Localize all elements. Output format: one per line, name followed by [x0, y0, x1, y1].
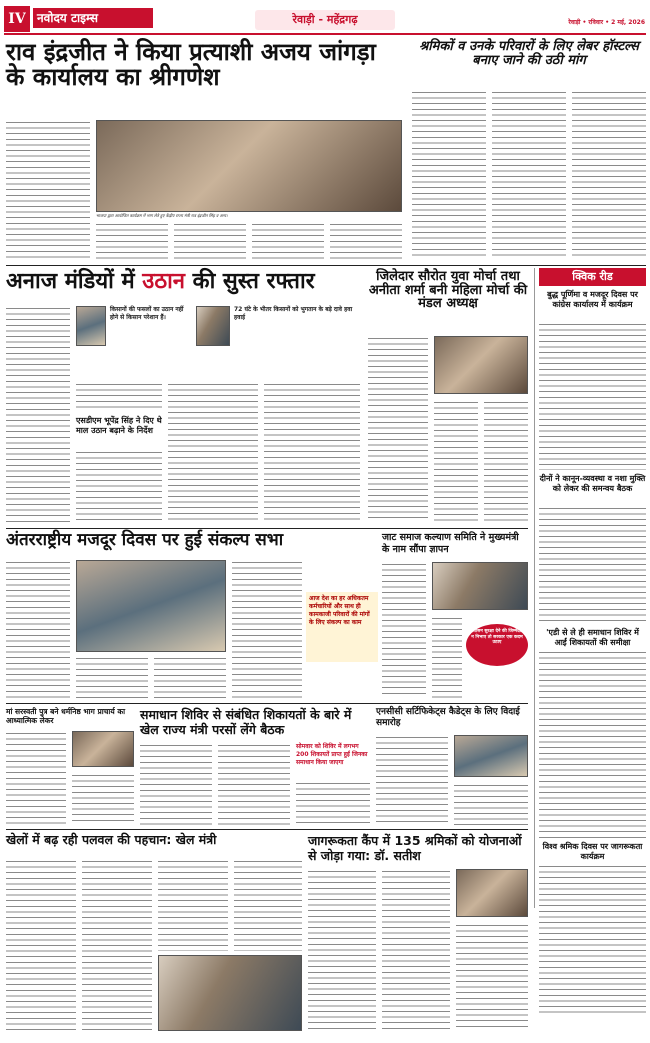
ncc-headline: एनसीसी सर्टिफिकेट्स कैडेट्स के लिए विदाई समारोह: [376, 707, 520, 728]
sports-story: [6, 833, 302, 1033]
quick-item-4-body: [539, 864, 646, 1014]
camp-body-col3: [456, 923, 528, 1031]
quick-item-2-body: [539, 506, 646, 624]
brief-body: [6, 731, 66, 825]
lead-photo: [96, 120, 402, 212]
page-number: IV: [4, 6, 30, 32]
samadhan-body-col3: [296, 781, 370, 825]
lead-body-col4: [252, 222, 324, 260]
quick-item-1-body: [539, 322, 646, 470]
samadhan-story: [140, 707, 370, 825]
mandi-body-col5: [264, 382, 360, 522]
mahila-body-col1: [368, 336, 428, 522]
mahila-body-col3: [484, 400, 528, 522]
brief-photo: [72, 731, 134, 767]
samadhan-body-col1: [140, 743, 212, 825]
labour-day-photo: [76, 560, 226, 652]
memo-story: [382, 532, 528, 700]
labour-day-body-col4: [232, 560, 302, 698]
mandi-headline-post: की सुस्त रफ्तार: [185, 269, 315, 294]
mandi-photo-1: [76, 306, 106, 346]
lead-headline: राव इंद्रजीत ने किया प्रत्याशी अजय जांगड़ा के कार्यालय का श्रीगणेश: [6, 38, 376, 92]
labour-day-body-col2: [76, 656, 148, 698]
brief-story: [6, 707, 134, 825]
hostel-body-col3: [572, 90, 646, 258]
mandi-body-col3: [76, 450, 162, 522]
divider-3: [6, 703, 528, 704]
quick-item-4-title: विश्व श्रमिक दिवस पर जागरूकता कार्यक्रम: [542, 842, 643, 861]
divider-1: [6, 265, 646, 266]
ncc-body-col1: [376, 735, 448, 825]
ncc-photo: [454, 735, 528, 777]
camp-body-col2: [382, 869, 450, 1031]
mandi-story: [6, 270, 362, 525]
hostel-body-col2: [492, 90, 566, 258]
sports-body-col3: [158, 859, 228, 951]
sports-body-col2: [82, 859, 152, 1031]
camp-story: [308, 833, 528, 1033]
memo-body-col2: [432, 616, 462, 698]
mandi-photo-2: [196, 306, 230, 346]
issue-date: रेवाड़ी • रविवार • 2 मई, 2026: [568, 19, 645, 26]
lead-body-col2: [96, 222, 168, 260]
masthead-rule: [4, 33, 646, 35]
ncc-story: [376, 707, 528, 825]
mandi-body-col2: [76, 382, 162, 412]
samadhan-body-col2: [218, 743, 290, 825]
labour-day-body-col3: [154, 656, 226, 698]
hostel-headline: श्रमिकों व उनके परिवारों के लिए लेबर हॉस्टल्स बनाए जाने की उठी मांग: [419, 39, 639, 68]
memo-photo: [432, 562, 528, 610]
lead-body-col3: [174, 222, 246, 260]
labour-day-body-col1: [6, 560, 70, 698]
sports-headline: खेलों में बढ़ रही पलवल की पहचान: खेल मंत्री: [6, 832, 217, 847]
quick-item-1-title: बुद्ध पूर्णिमा व मजदूर दिवस पर कांग्रेस कार्यालय में कार्यक्रम: [547, 290, 638, 309]
camp-headline: जागरूकता कैंप में 135 श्रमिकों को योजनाओं से जोड़ा गया: डॉ. सतीश: [308, 833, 522, 863]
camp-body-col1: [308, 869, 376, 1031]
mahila-body-col2: [434, 400, 478, 522]
brief-headline: मां सरस्वती पुत्र बने धर्मनिष्ठ भाग प्राचार्य का आध्यात्मिक लेकर: [6, 707, 126, 725]
paper-name: नवोदय टाइम्स: [33, 8, 153, 28]
quick-item-2-title: दीनों ने कानून-व्यवस्था व नशा मुक्ति को लेकर की समन्वय बैठक: [539, 474, 646, 493]
mahila-story: [368, 270, 528, 525]
mahila-headline: जिलेदार सौरोत युवा मोर्चा तथा अनीता शर्मा बनी महिला मोर्चा की मंडल अध्यक्ष: [368, 269, 528, 312]
brief-body-2: [72, 773, 134, 825]
section-title: रेवाड़ी - महेंद्रगढ़: [255, 10, 395, 30]
samadhan-red-note: सोमवार को शिविर में लगभग 200 शिकायतें प्राप्त हुईं जिनका समाधान किया जाएगा: [296, 743, 368, 766]
hostel-story: [412, 40, 646, 260]
hostel-body-col1: [412, 90, 486, 258]
lead-story: [6, 40, 406, 260]
memo-badge: प्रशासन सुरक्षा देने की जिम्मेदारी न निभाए तो सरकार एक कदम उठाए: [466, 624, 528, 666]
memo-body-col1: [382, 562, 426, 698]
quick-item-3-title: 'एडी से ले ही समाधान शिविर में आईं शिकायतों की समीक्षा: [546, 628, 639, 647]
quick-read-sidebar: [534, 268, 646, 908]
mandi-headline-highlight: उठान: [142, 269, 186, 294]
mandi-quote-2: 72 घंटे के भीतर किसानों को भुगतान के बड़े दावे हवा हवाई: [234, 306, 353, 321]
ncc-body-col2: [454, 783, 528, 825]
sports-body-col4: [234, 859, 302, 951]
mandi-subhead: एसडीएम भूपेंद्र सिंह ने दिए थे माल उठान बढ़ाने के निर्देश: [76, 416, 162, 435]
camp-photo: [456, 869, 528, 917]
quick-item-3-body: [539, 650, 646, 838]
mahila-photo: [434, 336, 528, 394]
labour-day-pull-quote: आज देश का हर अधिकतम कर्मचारियों और साथ ही कामकाजी परिवारों की मांगों के लिए संकल्प का काम: [306, 592, 378, 662]
sports-body-col1: [6, 859, 76, 1031]
sports-photo: [158, 955, 302, 1031]
divider-4: [6, 829, 528, 830]
mandi-body-col1: [6, 306, 70, 522]
quick-read-label: क्विक रीड: [539, 268, 646, 286]
divider-2: [6, 528, 528, 529]
masthead: [0, 0, 650, 36]
lead-body-col5: [330, 222, 402, 260]
memo-headline: जाट समाज कल्याण समिति ने मुख्यमंत्री के नाम सौंपा ज्ञापन: [382, 532, 519, 555]
mandi-body-col4: [168, 382, 258, 522]
mandi-headline: [6, 270, 362, 300]
lead-body-col1: [6, 120, 90, 260]
lead-photo-caption: भाजपा द्वारा आयोजित कार्यक्रम में भाग लेते हुए केंद्रीय राज्य मंत्री राव इंद्रजीत सिंह व अन्य।: [96, 213, 228, 218]
labour-day-headline: अंतरराष्ट्रीय मजदूर दिवस पर हुई संकल्प सभा: [6, 530, 284, 550]
mandi-quote-1: किसानों की फसलों का उठान नहीं होने से किसान परेशान हैं।: [110, 306, 184, 321]
mandi-headline-pre: अनाज मंडियों में: [6, 269, 143, 294]
samadhan-headline: समाधान शिविर से संबंधित शिकायतों के बारे में खेल राज्य मंत्री परसों लेंगे बैठक: [140, 707, 352, 737]
labour-day-story: [6, 532, 378, 700]
